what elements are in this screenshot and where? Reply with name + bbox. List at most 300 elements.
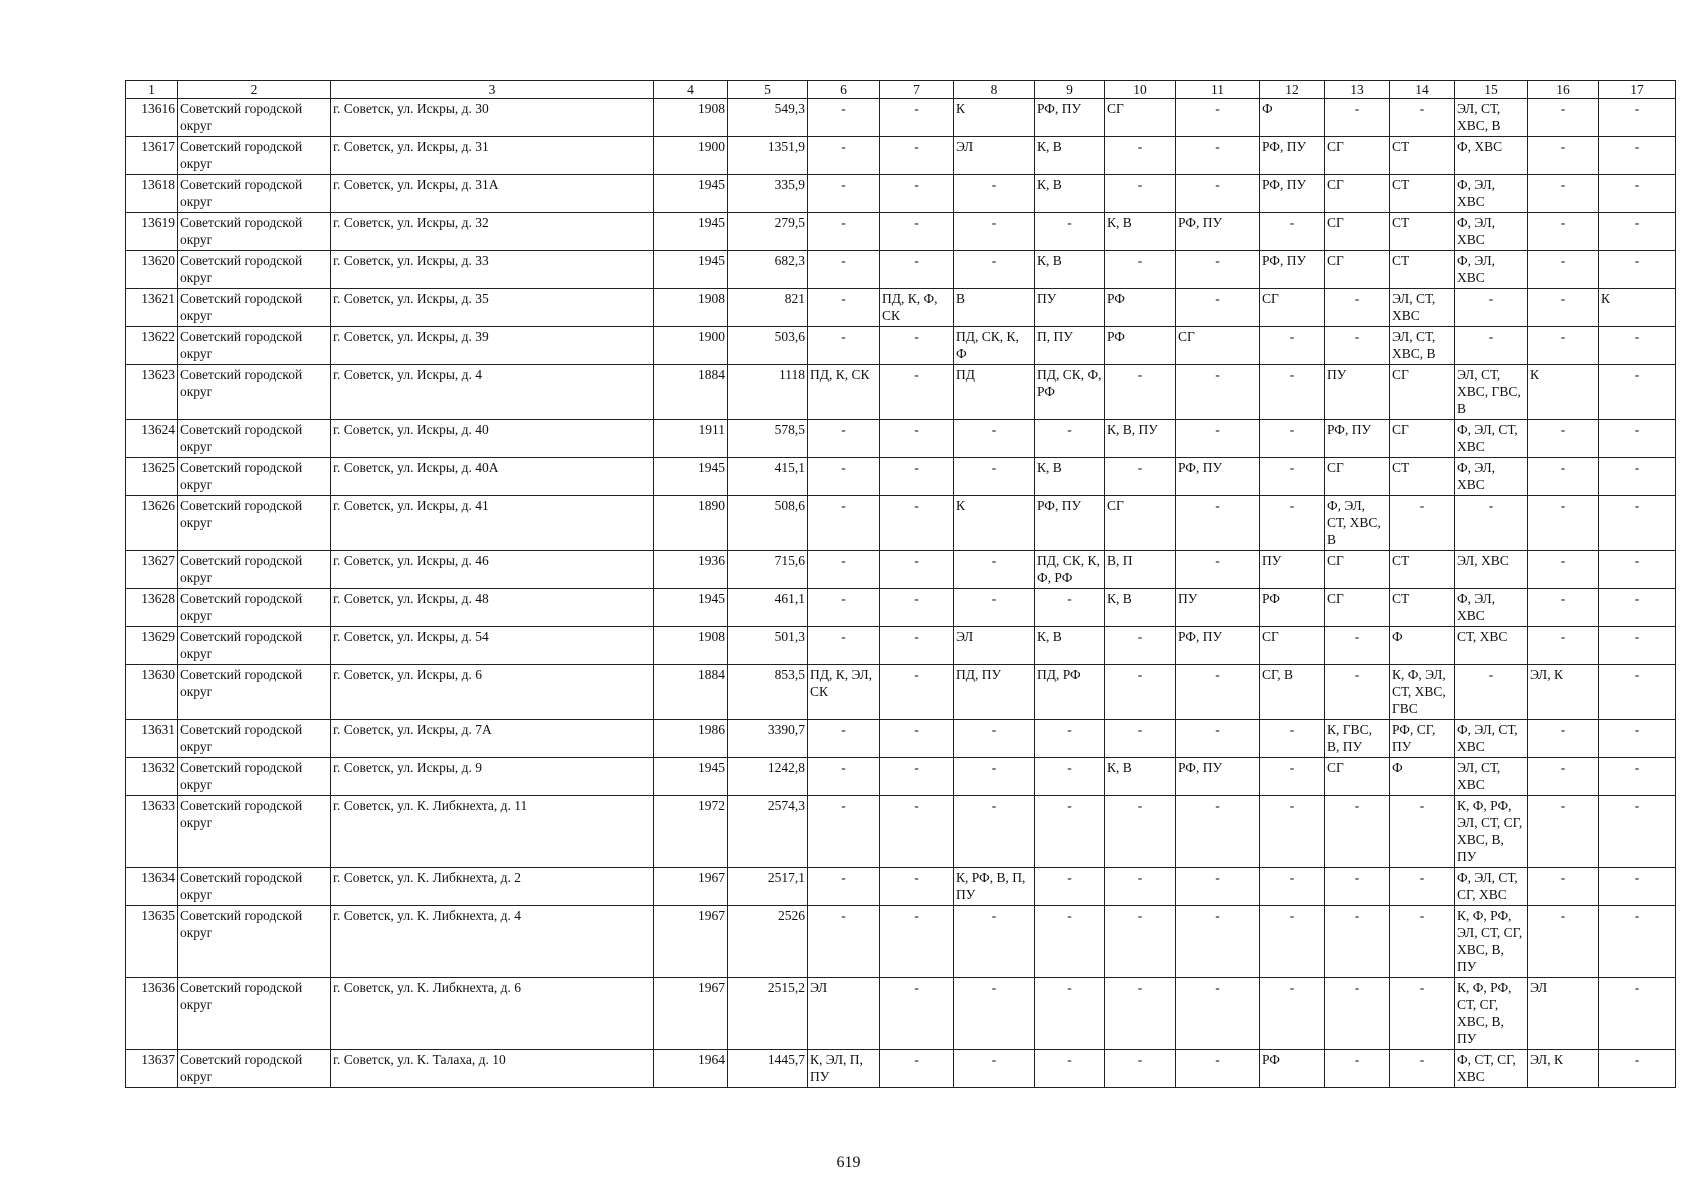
table-cell-col-14: Ф: [1390, 627, 1455, 665]
table-cell-col-5: 508,6: [728, 496, 808, 551]
table-cell-col-9: -: [1035, 1050, 1105, 1088]
table-cell-col-6: -: [808, 327, 880, 365]
table-cell-col-10: -: [1105, 1050, 1176, 1088]
table-cell-col-8: К: [954, 99, 1035, 137]
table-cell-col-17: -: [1599, 589, 1676, 627]
table-cell-col-9: -: [1035, 720, 1105, 758]
table-cell-col-15: К, Ф, РФ, СТ, СГ, ХВС, В, ПУ: [1455, 978, 1528, 1050]
table-cell-col-17: -: [1599, 137, 1676, 175]
table-cell-col-3: г. Советск, ул. Искры, д. 9: [331, 758, 654, 796]
table-cell-col-7: -: [880, 251, 954, 289]
table-cell-col-11: -: [1176, 978, 1260, 1050]
table-cell-col-15: ЭЛ, СТ, ХВС: [1455, 758, 1528, 796]
table-cell-col-13: -: [1325, 665, 1390, 720]
table-cell-col-14: РФ, СГ, ПУ: [1390, 720, 1455, 758]
table-cell-col-2: Советский городской округ: [178, 906, 331, 978]
table-cell-col-16: -: [1528, 213, 1599, 251]
table-cell-col-14: -: [1390, 796, 1455, 868]
table-header: [126, 81, 1676, 99]
table-cell-col-12: -: [1260, 213, 1325, 251]
table-cell-col-3: г. Советск, ул. Искры, д. 33: [331, 251, 654, 289]
table-cell-col-11: -: [1176, 420, 1260, 458]
table-cell-col-8: К, РФ, В, П, ПУ: [954, 868, 1035, 906]
table-cell-col-5: 1351,9: [728, 137, 808, 175]
table-cell-col-16: ЭЛ, К: [1528, 665, 1599, 720]
table-cell-col-13: Ф, ЭЛ, СТ, ХВС, В: [1325, 496, 1390, 551]
table-row: [126, 458, 1676, 496]
table-cell-col-16: -: [1528, 251, 1599, 289]
column-header-12: 12: [1260, 81, 1325, 99]
column-header-9: 9: [1035, 81, 1105, 99]
table-cell-col-8: -: [954, 720, 1035, 758]
table-row: [126, 978, 1676, 1050]
table-cell-col-16: -: [1528, 868, 1599, 906]
table-row: [126, 589, 1676, 627]
table-cell-col-17: -: [1599, 213, 1676, 251]
table-cell-col-8: В: [954, 289, 1035, 327]
table-cell-col-13: СГ: [1325, 758, 1390, 796]
table-cell-col-10: -: [1105, 868, 1176, 906]
table-cell-col-5: 1118: [728, 365, 808, 420]
table-cell-col-2: Советский городской округ: [178, 796, 331, 868]
table-cell-col-13: -: [1325, 1050, 1390, 1088]
table-cell-col-1: 13616: [126, 99, 178, 137]
table-cell-col-9: К, В: [1035, 137, 1105, 175]
table-row: [126, 213, 1676, 251]
table-cell-col-6: -: [808, 627, 880, 665]
table-cell-col-4: 1900: [654, 137, 728, 175]
table-cell-col-9: К, В: [1035, 175, 1105, 213]
table-cell-col-14: ЭЛ, СТ, ХВС, В: [1390, 327, 1455, 365]
table-cell-col-5: 2574,3: [728, 796, 808, 868]
table-cell-col-5: 501,3: [728, 627, 808, 665]
table-cell-col-11: РФ, ПУ: [1176, 458, 1260, 496]
table-cell-col-2: Советский городской округ: [178, 589, 331, 627]
table-cell-col-15: Ф, ЭЛ, СТ, ХВС: [1455, 720, 1528, 758]
column-header-7: 7: [880, 81, 954, 99]
table-cell-col-2: Советский городской округ: [178, 627, 331, 665]
table-cell-col-15: Ф, ЭЛ, СТ, СГ, ХВС: [1455, 868, 1528, 906]
table-cell-col-1: 13633: [126, 796, 178, 868]
table-cell-col-6: -: [808, 289, 880, 327]
table-cell-col-2: Советский городской округ: [178, 420, 331, 458]
table-cell-col-5: 1242,8: [728, 758, 808, 796]
table-cell-col-16: -: [1528, 175, 1599, 213]
table-cell-col-11: -: [1176, 496, 1260, 551]
table-cell-col-8: -: [954, 175, 1035, 213]
table-cell-col-17: -: [1599, 251, 1676, 289]
table-row: [126, 99, 1676, 137]
table-cell-col-7: -: [880, 365, 954, 420]
table-cell-col-11: -: [1176, 175, 1260, 213]
table-cell-col-13: СГ: [1325, 589, 1390, 627]
table-cell-col-9: РФ, ПУ: [1035, 99, 1105, 137]
table-cell-col-15: ЭЛ, СТ, ХВС, В: [1455, 99, 1528, 137]
table-cell-col-7: -: [880, 213, 954, 251]
table-cell-col-16: -: [1528, 289, 1599, 327]
table-cell-col-15: Ф, ЭЛ, ХВС: [1455, 175, 1528, 213]
table-cell-col-6: ЭЛ: [808, 978, 880, 1050]
table-cell-col-13: -: [1325, 289, 1390, 327]
table-cell-col-6: -: [808, 99, 880, 137]
column-header-1: 1: [126, 81, 178, 99]
table-cell-col-12: РФ, ПУ: [1260, 251, 1325, 289]
table-cell-col-12: Ф: [1260, 99, 1325, 137]
column-header-13: 13: [1325, 81, 1390, 99]
table-cell-col-10: -: [1105, 175, 1176, 213]
table-cell-col-5: 415,1: [728, 458, 808, 496]
table-cell-col-9: П, ПУ: [1035, 327, 1105, 365]
table-cell-col-2: Советский городской округ: [178, 99, 331, 137]
table-cell-col-17: -: [1599, 665, 1676, 720]
table-cell-col-13: -: [1325, 99, 1390, 137]
table-cell-col-17: -: [1599, 175, 1676, 213]
table-cell-col-15: -: [1455, 289, 1528, 327]
table-row: [126, 758, 1676, 796]
table-cell-col-1: 13617: [126, 137, 178, 175]
column-header-3: 3: [331, 81, 654, 99]
table-cell-col-14: СГ: [1390, 420, 1455, 458]
table-cell-col-9: -: [1035, 213, 1105, 251]
table-cell-col-14: -: [1390, 496, 1455, 551]
table-row: [126, 906, 1676, 978]
table-cell-col-5: 821: [728, 289, 808, 327]
table-cell-col-6: -: [808, 251, 880, 289]
table-cell-col-3: г. Советск, ул. Искры, д. 39: [331, 327, 654, 365]
table-cell-col-9: -: [1035, 906, 1105, 978]
table-cell-col-2: Советский городской округ: [178, 720, 331, 758]
table-cell-col-4: 1964: [654, 1050, 728, 1088]
table-cell-col-12: РФ: [1260, 589, 1325, 627]
table-cell-col-13: РФ, ПУ: [1325, 420, 1390, 458]
table-cell-col-1: 13628: [126, 589, 178, 627]
table-cell-col-1: 13622: [126, 327, 178, 365]
table-cell-col-2: Советский городской округ: [178, 137, 331, 175]
table-row: [126, 251, 1676, 289]
table-cell-col-7: -: [880, 868, 954, 906]
table-cell-col-4: 1967: [654, 906, 728, 978]
table-cell-col-15: Ф, СТ, СГ, ХВС: [1455, 1050, 1528, 1088]
table-cell-col-4: 1967: [654, 978, 728, 1050]
table-cell-col-13: СГ: [1325, 175, 1390, 213]
table-cell-col-13: -: [1325, 868, 1390, 906]
table-cell-col-10: -: [1105, 796, 1176, 868]
table-cell-col-9: -: [1035, 978, 1105, 1050]
table-cell-col-10: К, В: [1105, 589, 1176, 627]
table-cell-col-5: 2526: [728, 906, 808, 978]
table-cell-col-7: -: [880, 551, 954, 589]
table-cell-col-12: -: [1260, 796, 1325, 868]
table-cell-col-2: Советский городской округ: [178, 868, 331, 906]
table-cell-col-13: -: [1325, 906, 1390, 978]
table-cell-col-12: -: [1260, 978, 1325, 1050]
table-cell-col-8: -: [954, 796, 1035, 868]
table-cell-col-7: -: [880, 1050, 954, 1088]
table-cell-col-9: РФ, ПУ: [1035, 496, 1105, 551]
table-cell-col-13: -: [1325, 627, 1390, 665]
table-row: [126, 175, 1676, 213]
table-cell-col-8: -: [954, 906, 1035, 978]
table-cell-col-6: -: [808, 796, 880, 868]
table-cell-col-11: -: [1176, 137, 1260, 175]
table-cell-col-11: ПУ: [1176, 589, 1260, 627]
table-cell-col-16: -: [1528, 420, 1599, 458]
table-cell-col-2: Советский городской округ: [178, 551, 331, 589]
table-row: [126, 137, 1676, 175]
table-cell-col-14: -: [1390, 906, 1455, 978]
table-cell-col-10: РФ: [1105, 289, 1176, 327]
table-cell-col-13: -: [1325, 978, 1390, 1050]
table-cell-col-12: -: [1260, 496, 1325, 551]
table-cell-col-12: РФ, ПУ: [1260, 175, 1325, 213]
table-cell-col-16: ЭЛ: [1528, 978, 1599, 1050]
table-cell-col-3: г. Советск, ул. Искры, д. 31А: [331, 175, 654, 213]
table-cell-col-4: 1945: [654, 458, 728, 496]
table-cell-col-15: ЭЛ, ХВС: [1455, 551, 1528, 589]
table-cell-col-3: г. Советск, ул. Искры, д. 54: [331, 627, 654, 665]
table-cell-col-7: -: [880, 175, 954, 213]
table-cell-col-8: -: [954, 978, 1035, 1050]
table-cell-col-5: 682,3: [728, 251, 808, 289]
table-cell-col-17: -: [1599, 796, 1676, 868]
table-cell-col-1: 13625: [126, 458, 178, 496]
table-cell-col-6: ПД, К, СК: [808, 365, 880, 420]
column-header-14: 14: [1390, 81, 1455, 99]
table-cell-col-9: К, В: [1035, 251, 1105, 289]
table-cell-col-6: -: [808, 213, 880, 251]
table-cell-col-3: г. Советск, ул. Искры, д. 32: [331, 213, 654, 251]
table-cell-col-5: 853,5: [728, 665, 808, 720]
table-cell-col-14: -: [1390, 1050, 1455, 1088]
table-cell-col-16: -: [1528, 496, 1599, 551]
table-cell-col-11: -: [1176, 289, 1260, 327]
table-cell-col-6: -: [808, 589, 880, 627]
table-cell-col-13: ПУ: [1325, 365, 1390, 420]
table-cell-col-4: 1908: [654, 99, 728, 137]
table-cell-col-17: -: [1599, 627, 1676, 665]
table-cell-col-12: -: [1260, 420, 1325, 458]
table-cell-col-15: Ф, ЭЛ, ХВС: [1455, 589, 1528, 627]
table-cell-col-17: -: [1599, 720, 1676, 758]
table-cell-col-10: -: [1105, 137, 1176, 175]
table-cell-col-7: -: [880, 99, 954, 137]
table-cell-col-6: -: [808, 496, 880, 551]
table-cell-col-10: -: [1105, 665, 1176, 720]
table-cell-col-7: -: [880, 720, 954, 758]
table-cell-col-2: Советский городской округ: [178, 496, 331, 551]
table-cell-col-16: ЭЛ, К: [1528, 1050, 1599, 1088]
table-cell-col-10: СГ: [1105, 496, 1176, 551]
table-cell-col-8: ЭЛ: [954, 137, 1035, 175]
table-cell-col-14: -: [1390, 868, 1455, 906]
table-cell-col-8: К: [954, 496, 1035, 551]
table-cell-col-17: -: [1599, 420, 1676, 458]
table-cell-col-15: Ф, ЭЛ, ХВС: [1455, 213, 1528, 251]
table-cell-col-14: Ф: [1390, 758, 1455, 796]
table-cell-col-1: 13620: [126, 251, 178, 289]
table-cell-col-6: -: [808, 137, 880, 175]
table-cell-col-14: ЭЛ, СТ, ХВС: [1390, 289, 1455, 327]
table-cell-col-4: 1945: [654, 213, 728, 251]
table-cell-col-15: ЭЛ, СТ, ХВС, ГВС, В: [1455, 365, 1528, 420]
table-cell-col-14: СТ: [1390, 458, 1455, 496]
table-cell-col-8: -: [954, 251, 1035, 289]
table-cell-col-4: 1900: [654, 327, 728, 365]
table-cell-col-8: -: [954, 589, 1035, 627]
table-cell-col-4: 1890: [654, 496, 728, 551]
table-cell-col-8: -: [954, 758, 1035, 796]
table-cell-col-11: -: [1176, 720, 1260, 758]
table-cell-col-3: г. Советск, ул. Искры, д. 4: [331, 365, 654, 420]
table-cell-col-6: -: [808, 175, 880, 213]
table-cell-col-15: Ф, ЭЛ, ХВС: [1455, 251, 1528, 289]
table-cell-col-16: -: [1528, 906, 1599, 978]
table-cell-col-4: 1884: [654, 665, 728, 720]
table-cell-col-5: 279,5: [728, 213, 808, 251]
table-cell-col-6: -: [808, 720, 880, 758]
table-cell-col-1: 13618: [126, 175, 178, 213]
table-cell-col-3: г. Советск, ул. К. Либкнехта, д. 4: [331, 906, 654, 978]
table-cell-col-2: Советский городской округ: [178, 758, 331, 796]
table-cell-col-16: -: [1528, 137, 1599, 175]
table-cell-col-7: -: [880, 627, 954, 665]
table-cell-col-16: -: [1528, 458, 1599, 496]
table-cell-col-3: г. Советск, ул. Искры, д. 7А: [331, 720, 654, 758]
table-cell-col-12: РФ: [1260, 1050, 1325, 1088]
table-cell-col-6: -: [808, 420, 880, 458]
table-row: [126, 365, 1676, 420]
table-cell-col-17: -: [1599, 906, 1676, 978]
table-cell-col-4: 1945: [654, 251, 728, 289]
table-cell-col-14: -: [1390, 978, 1455, 1050]
table-cell-col-1: 13629: [126, 627, 178, 665]
table-cell-col-1: 13627: [126, 551, 178, 589]
table-cell-col-10: РФ: [1105, 327, 1176, 365]
table-cell-col-7: -: [880, 458, 954, 496]
column-header-4: 4: [654, 81, 728, 99]
table-cell-col-4: 1972: [654, 796, 728, 868]
table-cell-col-8: -: [954, 420, 1035, 458]
table-cell-col-12: СГ: [1260, 289, 1325, 327]
table-cell-col-14: СТ: [1390, 213, 1455, 251]
table-cell-col-16: -: [1528, 627, 1599, 665]
table-cell-col-17: -: [1599, 868, 1676, 906]
table-cell-col-8: -: [954, 213, 1035, 251]
table-cell-col-2: Советский городской округ: [178, 458, 331, 496]
table-cell-col-9: К, В: [1035, 627, 1105, 665]
table-body: [126, 99, 1676, 1088]
table-cell-col-4: 1908: [654, 627, 728, 665]
page-number: 619: [836, 1154, 861, 1171]
table-cell-col-12: -: [1260, 758, 1325, 796]
table-cell-col-15: СТ, ХВС: [1455, 627, 1528, 665]
table-cell-col-13: СГ: [1325, 458, 1390, 496]
table-cell-col-1: 13623: [126, 365, 178, 420]
table-cell-col-11: -: [1176, 796, 1260, 868]
table-cell-col-1: 13637: [126, 1050, 178, 1088]
table-cell-col-8: ЭЛ: [954, 627, 1035, 665]
table-cell-col-1: 13635: [126, 906, 178, 978]
table-cell-col-4: 1945: [654, 589, 728, 627]
table-cell-col-6: К, ЭЛ, П, ПУ: [808, 1050, 880, 1088]
table-cell-col-1: 13634: [126, 868, 178, 906]
table-cell-col-17: -: [1599, 1050, 1676, 1088]
table-cell-col-2: Советский городской округ: [178, 251, 331, 289]
table-cell-col-16: -: [1528, 551, 1599, 589]
table-cell-col-13: СГ: [1325, 551, 1390, 589]
table-cell-col-10: К, В: [1105, 758, 1176, 796]
table-cell-col-14: -: [1390, 99, 1455, 137]
table-cell-col-13: -: [1325, 327, 1390, 365]
table-cell-col-16: К: [1528, 365, 1599, 420]
table-cell-col-9: ПД, РФ: [1035, 665, 1105, 720]
table-cell-col-17: -: [1599, 496, 1676, 551]
column-header-16: 16: [1528, 81, 1599, 99]
table-cell-col-9: -: [1035, 589, 1105, 627]
table-row: [126, 665, 1676, 720]
table-cell-col-15: Ф, ХВС: [1455, 137, 1528, 175]
table-row: [126, 720, 1676, 758]
table-cell-col-3: г. Советск, ул. Искры, д. 48: [331, 589, 654, 627]
table-cell-col-10: В, П: [1105, 551, 1176, 589]
table-cell-col-10: -: [1105, 627, 1176, 665]
table-cell-col-7: -: [880, 420, 954, 458]
table-cell-col-6: ПД, К, ЭЛ, СК: [808, 665, 880, 720]
header-row: [126, 81, 1676, 99]
table-cell-col-10: -: [1105, 978, 1176, 1050]
table-cell-col-17: -: [1599, 458, 1676, 496]
table-cell-col-4: 1911: [654, 420, 728, 458]
table-cell-col-9: ПД, СК, К, Ф, РФ: [1035, 551, 1105, 589]
table-cell-col-11: -: [1176, 868, 1260, 906]
table-cell-col-10: -: [1105, 365, 1176, 420]
table-cell-col-15: К, Ф, РФ, ЭЛ, СТ, СГ, ХВС, В, ПУ: [1455, 906, 1528, 978]
column-header-17: 17: [1599, 81, 1676, 99]
table-cell-col-7: -: [880, 496, 954, 551]
table-cell-col-11: -: [1176, 551, 1260, 589]
table-cell-col-14: СТ: [1390, 551, 1455, 589]
table-cell-col-8: ПД, СК, К, Ф: [954, 327, 1035, 365]
table-cell-col-4: 1945: [654, 175, 728, 213]
table-cell-col-5: 1445,7: [728, 1050, 808, 1088]
table-cell-col-7: -: [880, 327, 954, 365]
table-cell-col-12: -: [1260, 868, 1325, 906]
table-cell-col-5: 549,3: [728, 99, 808, 137]
column-header-10: 10: [1105, 81, 1176, 99]
table-cell-col-10: -: [1105, 458, 1176, 496]
table-cell-col-3: г. Советск, ул. Искры, д. 6: [331, 665, 654, 720]
column-header-6: 6: [808, 81, 880, 99]
table-cell-col-13: СГ: [1325, 137, 1390, 175]
table-cell-col-12: -: [1260, 906, 1325, 978]
table-cell-col-17: -: [1599, 327, 1676, 365]
table-cell-col-9: -: [1035, 420, 1105, 458]
table-cell-col-7: -: [880, 758, 954, 796]
table-cell-col-13: СГ: [1325, 213, 1390, 251]
table-cell-col-10: СГ: [1105, 99, 1176, 137]
column-header-2: 2: [178, 81, 331, 99]
table-cell-col-12: -: [1260, 327, 1325, 365]
table-cell-col-6: -: [808, 758, 880, 796]
table-cell-col-15: -: [1455, 327, 1528, 365]
table-cell-col-15: -: [1455, 496, 1528, 551]
table-cell-col-9: К, В: [1035, 458, 1105, 496]
table-cell-col-3: г. Советск, ул. Искры, д. 40: [331, 420, 654, 458]
table-cell-col-4: 1986: [654, 720, 728, 758]
table-cell-col-2: Советский городской округ: [178, 365, 331, 420]
table-cell-col-2: Советский городской округ: [178, 289, 331, 327]
table-cell-col-17: К: [1599, 289, 1676, 327]
